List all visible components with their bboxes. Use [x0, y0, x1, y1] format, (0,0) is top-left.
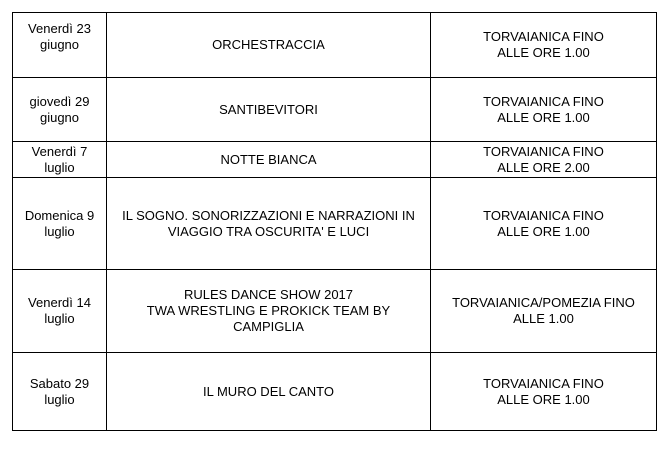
place-line: TORVAIANICA FINO: [483, 93, 604, 109]
date-cell: [13, 13, 107, 78]
place-cell: [431, 270, 657, 353]
event-cell: [107, 78, 431, 142]
table-row: [13, 142, 657, 178]
event-line: VIAGGIO TRA OSCURITA' E LUCI: [167, 223, 370, 239]
date-line: Venerdì 14: [28, 295, 91, 310]
date-line: luglio: [44, 159, 75, 175]
date-line: luglio: [44, 391, 75, 407]
place-line: ALLE ORE 1.00: [497, 223, 590, 239]
place-cell: [431, 78, 657, 142]
place-line: TORVAIANICA FINO: [483, 207, 604, 223]
date-line: luglio: [44, 223, 75, 239]
table-row: [13, 13, 657, 78]
place-cell: [431, 353, 657, 431]
date-line: luglio: [44, 311, 75, 326]
date-line: Venerdì 23: [28, 21, 91, 36]
date-cell: [13, 142, 107, 178]
event-line: NOTTE BIANCA: [220, 151, 317, 167]
place-line: ALLE ORE 2.00: [497, 159, 590, 175]
event-line: CAMPIGLIA: [233, 319, 304, 334]
event-line: ORCHESTRACCIA: [212, 37, 325, 52]
date-line: giugno: [39, 37, 80, 52]
date-cell: [13, 353, 107, 431]
event-cell: [107, 353, 431, 431]
event-schedule-table: [12, 12, 657, 431]
place-line: TORVAIANICA FINO: [483, 375, 604, 391]
place-line: TORVAIANICA/POMEZIA FINO: [452, 295, 635, 310]
place-line: TORVAIANICA FINO: [483, 29, 604, 44]
event-line: RULES DANCE SHOW 2017: [183, 287, 354, 302]
place-line: ALLE 1.00: [513, 311, 574, 326]
place-cell: [431, 142, 657, 178]
table-row: [13, 178, 657, 270]
place-line: TORVAIANICA FINO: [483, 143, 604, 159]
event-line: IL MURO DEL CANTO: [203, 383, 334, 399]
place-cell: [431, 13, 657, 78]
place-line: ALLE ORE 1.00: [497, 109, 590, 125]
table-row: [13, 353, 657, 431]
table-row: [13, 270, 657, 353]
date-line: giugno: [39, 109, 80, 125]
event-line: TWA WRESTLING E PROKICK TEAM BY: [146, 303, 391, 318]
date-line: Sabato 29: [29, 375, 90, 391]
date-cell: [13, 78, 107, 142]
date-cell: [13, 178, 107, 270]
date-cell: [13, 270, 107, 353]
table-row: [13, 78, 657, 142]
date-line: giovedì 29: [29, 93, 90, 109]
event-cell: [107, 178, 431, 270]
place-line: ALLE ORE 1.00: [497, 391, 590, 407]
date-line: Venerdì 7: [31, 143, 88, 159]
place-line: ALLE ORE 1.00: [497, 45, 590, 60]
event-cell: [107, 142, 431, 178]
event-cell: [107, 13, 431, 78]
place-cell: [431, 178, 657, 270]
event-cell: [107, 270, 431, 353]
event-line: SANTIBEVITORI: [219, 101, 318, 117]
event-line: IL SOGNO. SONORIZZAZIONI E NARRAZIONI IN: [122, 207, 415, 223]
date-line: Domenica 9: [24, 207, 95, 223]
